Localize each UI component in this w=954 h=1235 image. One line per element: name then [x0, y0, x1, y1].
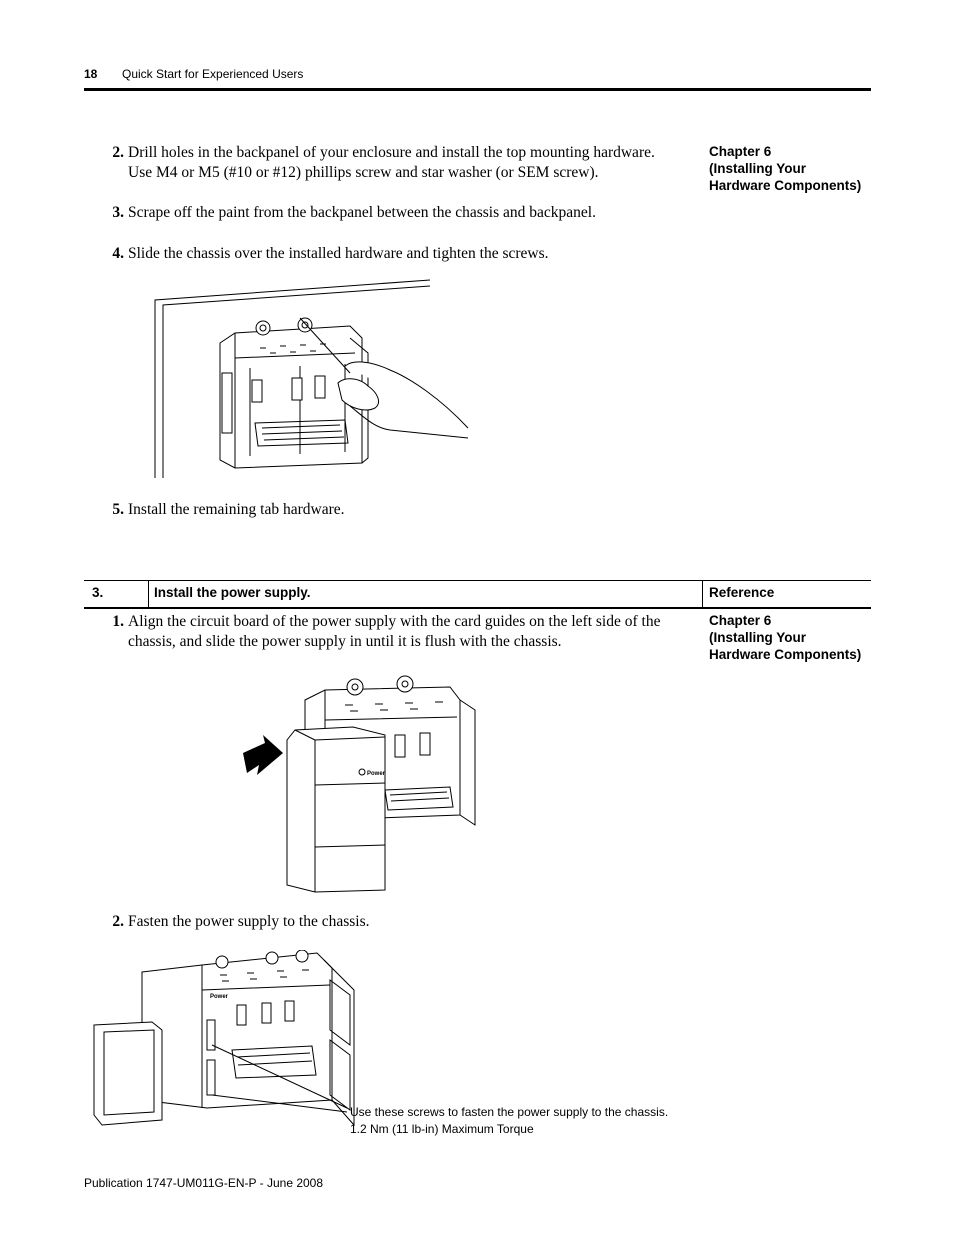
- step-2-drill-holes: [104, 143, 704, 183]
- step-text-line: Drill holes in the backpanel of your enclosure and install the top mounting hardware.: [128, 144, 655, 161]
- step-number: 2.: [112, 144, 124, 161]
- reference-line: (Installing Your: [709, 161, 807, 176]
- power-label: Power: [367, 771, 386, 777]
- table-column-divider: [148, 580, 149, 608]
- power-label: Power: [210, 994, 229, 1000]
- step-5-tab-hardware: [104, 500, 704, 520]
- step-number: 3.: [112, 204, 124, 221]
- table-step-number: 3.: [92, 585, 104, 600]
- step-text: [128, 612, 660, 652]
- table-top-rule: [84, 580, 871, 581]
- caption-line: Use these screws to fasten the power supply to the chassis.: [350, 1105, 669, 1119]
- arrow-icon: [243, 735, 283, 775]
- figure-caption: [350, 1104, 668, 1138]
- step-text: Fasten the power supply to the chassis.: [128, 913, 370, 930]
- step-3-scrape-paint: [104, 203, 704, 223]
- step-4-slide-chassis: [104, 244, 704, 264]
- step-number: 1.: [112, 613, 124, 630]
- step-number: 5.: [112, 501, 124, 518]
- step-text-line: Use M4 or M5 (#10 or #12) phillips screw and star washer (or SEM screw).: [128, 164, 599, 181]
- step-number: 2.: [112, 913, 124, 930]
- reference-line: (Installing Your: [709, 630, 807, 645]
- chassis-drawing: [142, 950, 354, 1125]
- table-bottom-rule: [84, 607, 871, 609]
- step-text-line: chassis, and slide the power supply in until it is flush with the chassis.: [128, 633, 562, 650]
- caption-line: 1.2 Nm (11 lb-in) Maximum Torque: [350, 1122, 534, 1136]
- reference-line: Hardware Components): [709, 647, 862, 662]
- step-text: Scrape off the paint from the backpanel between the chassis and backpanel.: [128, 204, 596, 221]
- step-text: Install the remaining tab hardware.: [128, 501, 345, 518]
- reference-line: Hardware Components): [709, 178, 862, 193]
- page-number: 18: [84, 67, 98, 81]
- table-column-divider: [702, 580, 703, 608]
- step-text: [128, 143, 655, 183]
- reference-line: Chapter 6: [709, 613, 772, 628]
- reference-line: Chapter 6: [709, 144, 772, 159]
- step-text-line: Align the circuit board of the power supply with the card guides on the left side of the: [128, 613, 661, 630]
- step-number: 4.: [112, 245, 124, 262]
- open-door-panel: [94, 1022, 162, 1125]
- chassis-mounting-illustration: [150, 278, 480, 483]
- step-2-fasten-power-supply: [104, 912, 704, 932]
- header-rule: [84, 88, 871, 91]
- table-step-heading: Install the power supply.: [154, 585, 311, 600]
- power-supply-insertion-illustration: [235, 665, 485, 895]
- running-header: Quick Start for Experienced Users: [122, 67, 304, 81]
- reference-chapter-6: [709, 612, 869, 663]
- step-text: Slide the chassis over the installed hardware and tighten the screws.: [128, 245, 549, 262]
- reference-chapter-6: [709, 143, 869, 194]
- step-1-align-power-supply: [104, 612, 704, 652]
- power-supply-module: [287, 727, 386, 892]
- table-reference-heading: Reference: [709, 585, 775, 600]
- publication-footer: Publication 1747-UM011G-EN-P - June 2008: [84, 1176, 324, 1190]
